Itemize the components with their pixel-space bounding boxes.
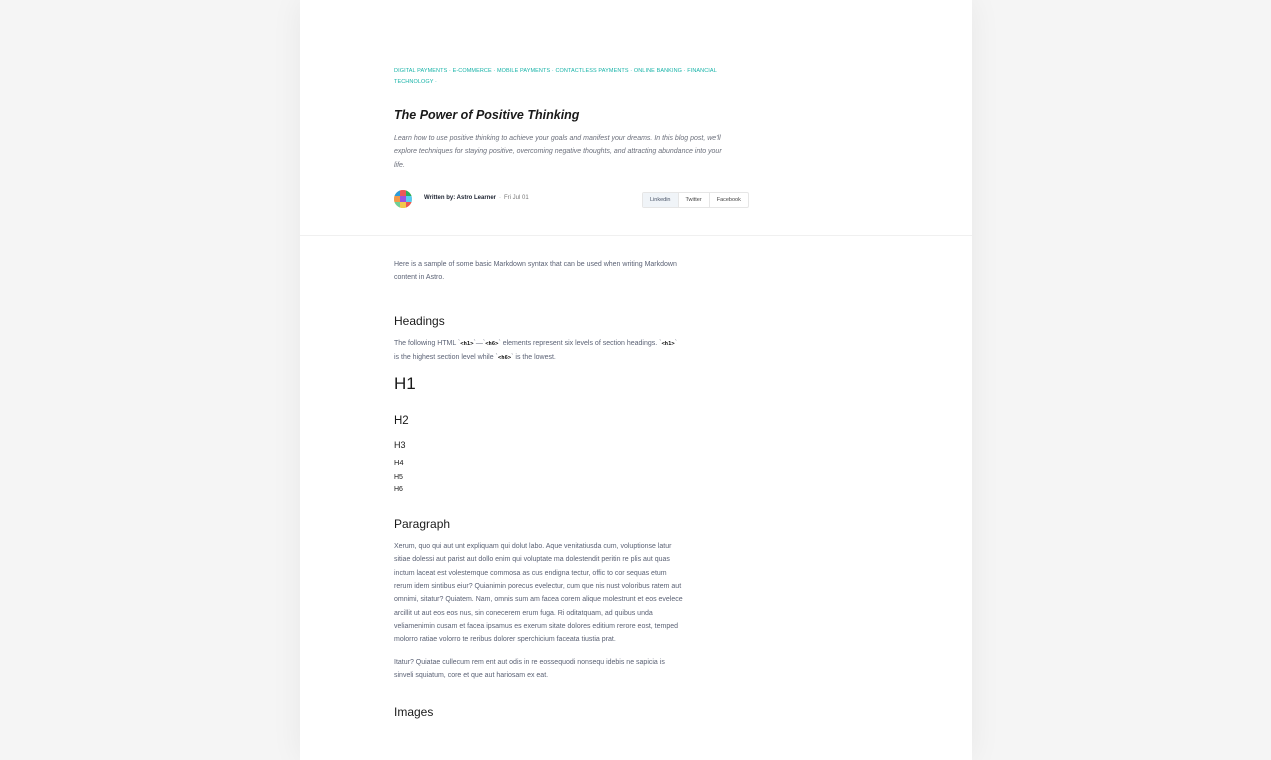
demo-heading-h4: H4 — [394, 458, 404, 468]
post-content — [394, 258, 684, 719]
author-avatar — [394, 190, 412, 208]
post-header — [300, 0, 972, 236]
post-subtitle: Learn how to use positive thinking to achieve your goals and manifest your dreams. In this blog post, we'll explore techniques for staying positive, overcoming negative thoughts, and attracting abundance into your life. — [394, 135, 722, 169]
demo-heading-h1: H1 — [394, 374, 416, 394]
tag-link[interactable]: CONTACTLESS PAYMENTS · — [555, 68, 633, 74]
share-linkedin-button[interactable]: Linkedin — [643, 193, 679, 207]
headings-description — [394, 337, 684, 366]
demo-heading-h6: H6 — [394, 486, 403, 494]
post-title: The Power of Positive Thinking — [394, 108, 580, 122]
text-fragment: The following HTML ` — [394, 339, 461, 347]
tag-link[interactable]: FINANCIAL TECHNOLOGY · — [394, 68, 717, 85]
inline-code: <h6> — [485, 340, 499, 347]
share-facebook-button[interactable]: Facebook — [716, 197, 741, 203]
author-row — [394, 190, 764, 210]
inline-code: <h1> — [460, 340, 474, 347]
author-meta — [424, 195, 529, 201]
share-twitter-button[interactable]: Twitter — [679, 193, 710, 207]
tag-link[interactable]: MOBILE PAYMENTS · — [497, 68, 555, 74]
inline-code: <h6> — [497, 354, 512, 361]
tag-link[interactable]: ONLINE BANKING · — [634, 68, 687, 74]
author-name: Written by: Astro Learner — [424, 195, 497, 201]
paragraph-section-title: Paragraph — [394, 517, 451, 532]
body-paragraph: Xerum, quo qui aut unt expliquam qui dolut labo. Aque venitatiusda cum, voluptionse latur sitiae dolessi aut parist aut dollo enim qui voluptate ma dolestendit peritin re plis aut quas inctum laceat est volestemque commosa as cus endigna tectur, offic to cor sequas etum rerum idem sintibus eiur? Quianimin porecus evelectur, cum que nis nust voloribus ratem aut omnimi, sitatur? Quiatem. Nam, omnis sum am facea corem alique molestrunt et eos evelece arcillit ut aut eos eos nus, sin conecerem erum fuga. Ri oditatquam, ad quibus unda veliamenimin cusam et facea ipsamus es exerum sitate dolores editium rerore eost, temped molorro ratiae volorro te reribus dolorer sperchicium faceata tiustia prat. — [394, 543, 683, 644]
tag-list — [394, 66, 754, 87]
headings-section-title: Headings — [394, 313, 445, 328]
demo-heading-h3: H3 — [394, 440, 406, 451]
inline-code: <h1> — [661, 340, 675, 347]
demo-heading-h2: H2 — [394, 415, 409, 428]
demo-heading-h5: H5 — [394, 474, 403, 482]
text-fragment: `—` — [473, 339, 486, 347]
post-date: Fri Jul 01 — [504, 195, 529, 201]
share-buttons — [642, 192, 749, 208]
blog-post-page — [300, 0, 972, 760]
meta-separator: · — [499, 195, 502, 201]
tag-link[interactable]: DIGITAL PAYMENTS · — [394, 68, 453, 74]
tag-link[interactable]: E-COMMERCE · — [453, 68, 497, 74]
images-section-title: Images — [394, 705, 434, 720]
body-paragraph: Itatur? Quiatae cullecum rem ent aut odis in re eossequodi nonsequ idebis ne sapicia is sinveli squiatum, core et que aut hariosam ex eat. — [394, 658, 665, 679]
intro-paragraph: Here is a sample of some basic Markdown syntax that can be used when writing Markdown content in Astro. — [394, 261, 677, 282]
text-fragment: ` is the highest section level while ` — [394, 339, 678, 361]
text-fragment: ` is the lowest. — [511, 353, 556, 361]
text-fragment: ` elements represent six levels of section headings. ` — [498, 339, 662, 347]
